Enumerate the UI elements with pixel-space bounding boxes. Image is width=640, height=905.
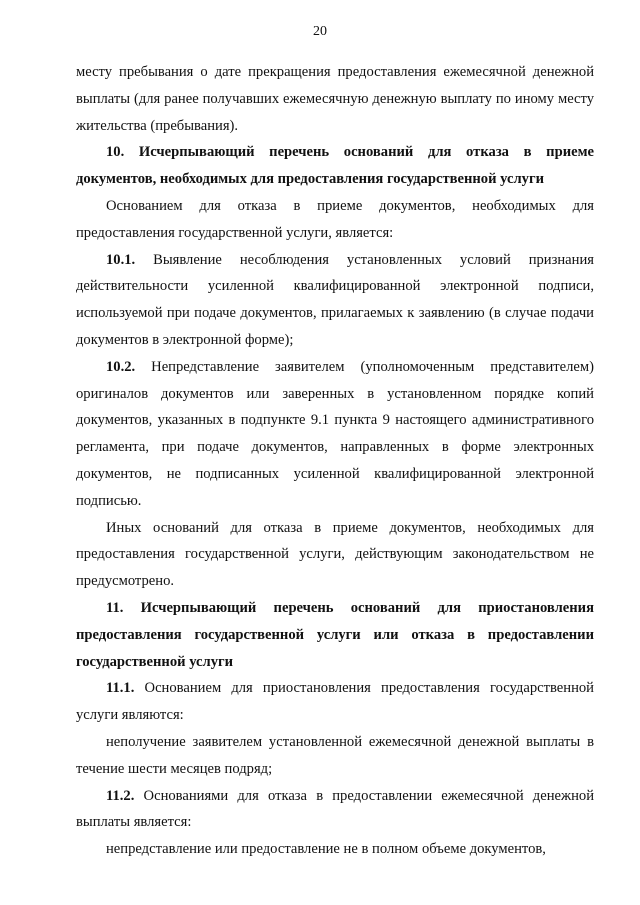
clause-number: 11.1. xyxy=(106,680,135,697)
paragraph: неполучение заявителем установленной ежемесячной денежной выплаты в течение шести месяцев подряд; xyxy=(76,733,594,777)
clause-10-2 xyxy=(76,354,594,515)
clause-text: Непредставление заявителем (уполномоченным представителем) оригиналов документов или заверенных в установленном порядке копий документов, указанных в подпункте 9.1 пункта 9 настоящего административного регламента, при подаче документов, направленных в форме электронных документов, не подписанных усиленной квалифицированной электронной подписью. xyxy=(76,358,594,509)
clause-number: 11.2. xyxy=(106,787,135,804)
paragraph: Основанием для отказа в приеме документов, необходимых для предоставления государственной услуги, является: xyxy=(76,197,594,241)
paragraph: Иных оснований для отказа в приеме документов, необходимых для предоставления государственной услуги, действующим законодательством не предусмотрено. xyxy=(76,519,594,590)
paragraph-continuation: месту пребывания о дате прекращения предоставления ежемесячной денежной выплаты (для ранее получавших ежемесячную денежную выплату по иному месту жительства (пребывания). xyxy=(76,64,594,134)
clause-text: Выявление несоблюдения установленных условий признания действительности усиленной квалифицированной электронной подписи, используемой при подаче документов, прилагаемых к заявлению (в случае подачи документов в электронной форме); xyxy=(76,251,594,348)
clause-text: Основаниями для отказа в предоставлении ежемесячной денежной выплаты является: xyxy=(76,787,594,831)
clause-number: 10.2. xyxy=(106,358,136,375)
section-heading-11: 11. Исчерпывающий перечень оснований для приостановления предоставления государственной услуги или отказа в предоставлении государственной услуги xyxy=(76,599,594,670)
clause-text: Основанием для приостановления предоставления государственной услуги являются: xyxy=(76,680,594,724)
page-number: 20 xyxy=(313,24,327,39)
clause-10-1 xyxy=(76,247,594,354)
clause-number: 10.1. xyxy=(106,251,136,268)
paragraph: непредставление или предоставление не в полном объеме документов, xyxy=(106,841,546,858)
clause-11-1 xyxy=(76,675,594,729)
clause-11-2 xyxy=(76,783,594,837)
section-heading-10: 10. Исчерпывающий перечень оснований для отказа в приеме документов, необходимых для предоставления государственной услуги xyxy=(76,144,594,188)
document-body xyxy=(76,59,594,863)
